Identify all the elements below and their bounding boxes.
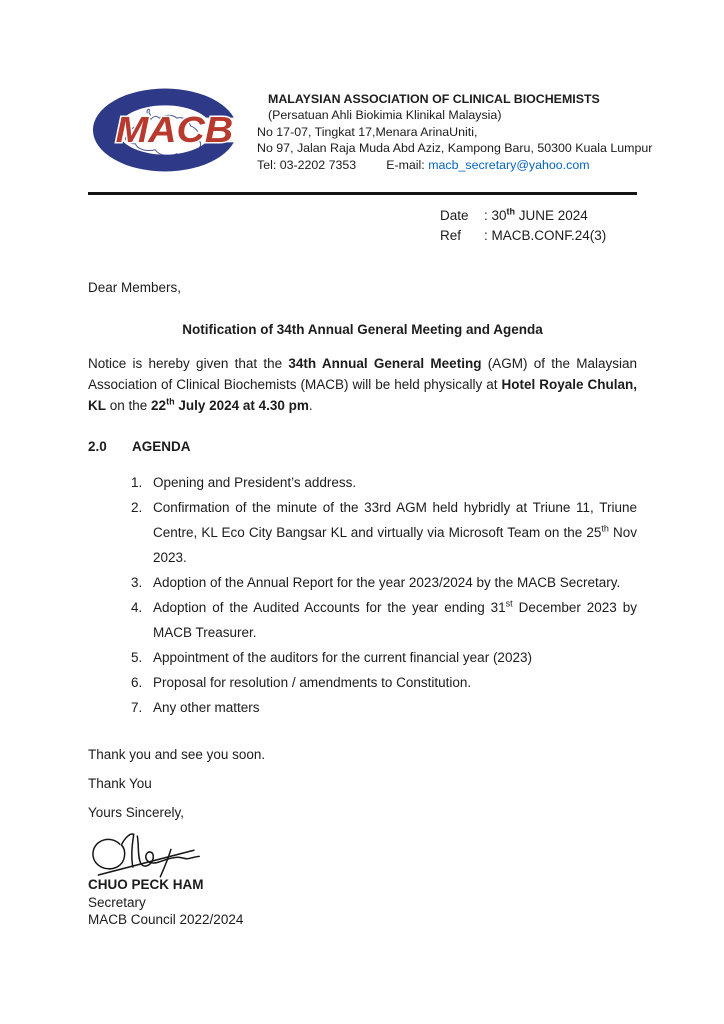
agenda-item-4 [88, 595, 637, 645]
letter-title: Notification of 34th Annual General Meeting and Agenda [182, 322, 543, 337]
letter-body [88, 280, 637, 929]
agenda-item-number: 3. [131, 575, 143, 590]
agenda-item-7 [88, 695, 637, 720]
agenda-item-text: Proposal for resolution / amendments to Constitution. [153, 675, 472, 690]
agenda-item-text: Appointment of the auditors for the current financial year (2023) [153, 650, 532, 665]
agenda-item-number: 2. [131, 500, 143, 515]
agenda-item-number: 5. [131, 650, 143, 665]
signatory-block [88, 876, 637, 929]
header-divider [88, 192, 637, 195]
closing-line-1: Thank you and see you soon. [88, 747, 266, 762]
logo-text: MACB [115, 108, 234, 150]
address-line-2: No 97, Jalan Raja Muda Abd Aziz, Kampong Baru, 50300 Kuala Lumpur [257, 141, 653, 156]
org-name-malay: (Persatuan Ahli Biokimia Klinikal Malaysia) [268, 108, 502, 123]
macb-logo-icon [90, 86, 240, 174]
agenda-item-6 [88, 670, 637, 695]
signatory-name: CHUO PECK HAM [88, 877, 204, 892]
agenda-item-number: 1. [131, 475, 143, 490]
agenda-item-text: Confirmation of the minute of the 33rd AGM held hybridly at Triune 11, Triune Centre, KL Eco City Bangsar KL and virtually via Microsoft Team on the 25th Nov 2023. [153, 500, 637, 565]
signatory-title: Secretary [88, 894, 146, 910]
agenda-item-number: 7. [131, 700, 143, 715]
ref-label: Ref [440, 227, 462, 243]
address-line-1: No 17-07, Tingkat 17,Menara ArinaUniti, [257, 124, 478, 139]
agenda-item-number: 6. [131, 675, 143, 690]
agenda-item-1 [88, 470, 637, 495]
email-link[interactable]: macb_secretary@yahoo.com [428, 157, 590, 172]
date-ref-block [440, 206, 606, 245]
agenda-item-text: Any other matters [153, 700, 260, 715]
signature-image [86, 823, 201, 881]
date-label: Date [440, 208, 469, 223]
agenda-heading [88, 439, 637, 454]
closing-line-3: Yours Sincerely, [88, 805, 185, 820]
letterhead [90, 86, 652, 174]
org-name: MALAYSIAN ASSOCIATION OF CLINICAL BIOCHEMISTS [268, 92, 600, 106]
agenda-item-text: Opening and President’s address. [153, 475, 357, 490]
closing-line-2: Thank You [88, 776, 152, 791]
salutation: Dear Members, [88, 280, 182, 295]
agenda-item-text: Adoption of the Audited Accounts for the year ending 31st December 2023 by MACB Treasurer. [153, 598, 637, 640]
telephone: Tel: 03-2202 7353 [257, 157, 357, 172]
ref-value: : MACB.CONF.24(3) [484, 227, 607, 243]
ref-row [440, 226, 606, 246]
agenda-item-number: 4. [131, 600, 143, 615]
agenda-section-number: 2.0 [88, 439, 107, 454]
date-value: : 30th JUNE 2024 [484, 206, 588, 223]
agenda-heading-label: AGENDA [132, 439, 191, 454]
agenda-item-2 [88, 495, 637, 570]
agenda-list [88, 470, 637, 720]
date-row [440, 206, 606, 226]
intro-paragraph: Notice is hereby given that the 34th Annual General Meeting (AGM) of the Malaysian Association of Clinical Biochemists (MACB) will be held physically at Hotel Royale Chulan, KL on the 22th July 2024 at 4.30 pm. [88, 356, 637, 413]
letterhead-text [257, 86, 652, 173]
contact-line [257, 157, 652, 173]
agenda-item-5 [88, 645, 637, 670]
email-label: E-mail: [386, 157, 429, 172]
signatory-council: MACB Council 2022/2024 [88, 912, 244, 927]
agenda-item-text: Adoption of the Annual Report for the year 2023/2024 by the MACB Secretary. [153, 575, 621, 590]
agenda-item-3 [88, 570, 637, 595]
